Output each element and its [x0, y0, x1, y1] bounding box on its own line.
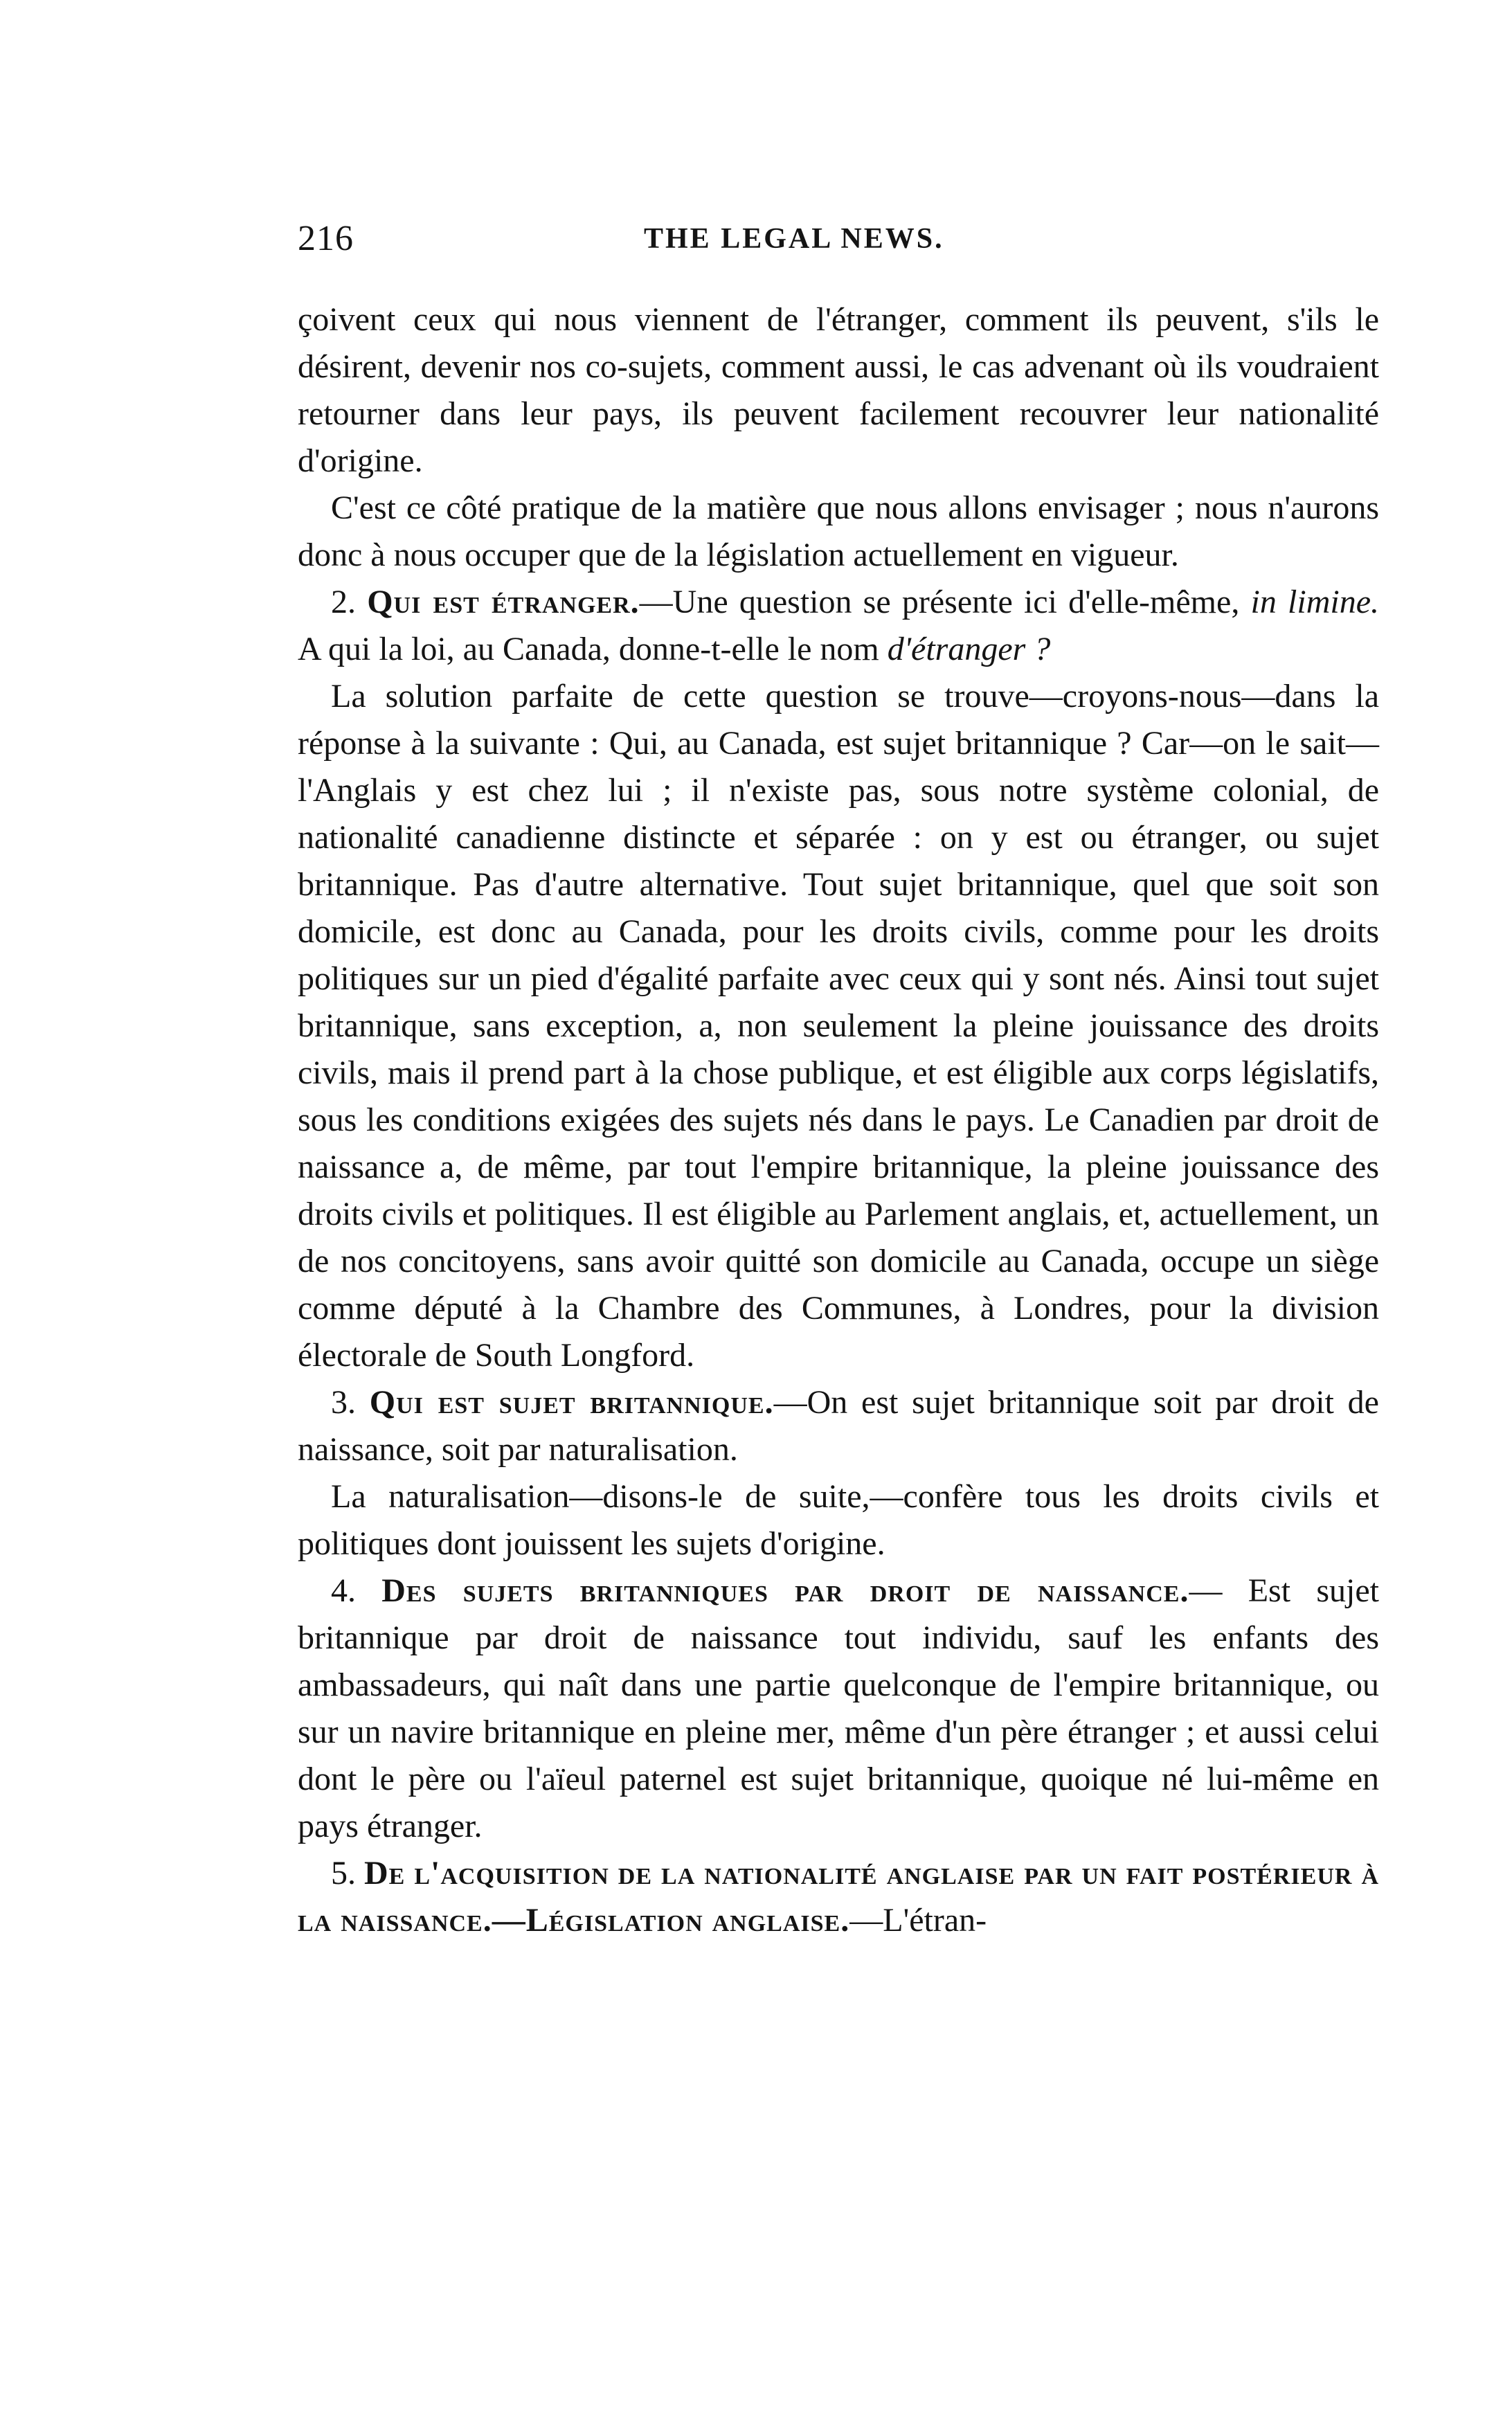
section-heading: Qui est étranger.: [367, 584, 640, 620]
section-number: 3.: [331, 1384, 356, 1421]
section-subheading: —Législation anglaise.: [492, 1902, 850, 1939]
paragraph-practical-aspect: C'est ce côté pratique de la matière que nous allons envisager ; nous n'aurons donc à nous occuper que de la législation actuellement en vigueur.: [298, 489, 1379, 573]
section-heading: De l'acquisition de la nationalité anglaise par un fait postérieur à la naissance.: [298, 1855, 1379, 1939]
italic-term: d'étranger ?: [887, 631, 1051, 667]
paragraph-solution: La solution parfaite de cette question se trouve—croyons-nous—dans la réponse à la suivante : Qui, au Canada, est sujet britannique ? Car—on le sait—l'Anglais y est chez lui ; il n'existe pas, sous notre système colonial, de nationalité canadienne distincte et séparée : on y est ou étranger, ou sujet britannique. Pas d'autre alternative. Tout sujet britannique, quel que soit son domicile, est donc au Canada, pour les droits civils, comme pour les droits politiques sur un pied d'égalité parfaite avec ceux qui y sont nés. Ainsi tout sujet britannique, sans exception, a, non seulement la pleine jouissance des droits civils, mais il prend part à la chose publique, et est éligible aux corps législatifs, sous les conditions exigées des sujets nés dans le pays. Le Canadien par droit de naissance a, de même, par tout l'empire britannique, la pleine jouissance des droits civils et politiques. Il est éligible au Parlement anglais, et, actuellement, un de nos concitoyens, sans avoir quitté son domicile au Canada, occupe un siège comme député à la Chambre des Communes, à Londres, pour la division électorale de South Longford.: [298, 678, 1379, 1374]
running-head: [298, 208, 1379, 270]
article-body: [298, 296, 1379, 1944]
section-text: —On est sujet britannique soit par droit de naissance, soit par naturalisation.: [298, 1384, 1379, 1468]
journal-title: THE LEGAL NEWS.: [644, 223, 944, 255]
section-5-paragraph: [298, 1850, 1379, 1944]
page-number: 216: [298, 219, 354, 258]
section-number: 4.: [331, 1572, 356, 1609]
section-number: 2.: [331, 584, 356, 620]
section-4-paragraph: [298, 1567, 1379, 1850]
section-text: —L'étran-: [849, 1902, 987, 1939]
section-heading: Qui est sujet britannique.: [369, 1384, 774, 1421]
page: [298, 208, 1379, 1944]
paragraph-naturalisation: La naturalisation—disons-le de suite,—confère tous les droits civils et politiques dont jouissent les sujets d'origine.: [298, 1478, 1379, 1562]
paragraph-continuation: çoivent ceux qui nous viennent de l'étranger, comment ils peuvent, s'ils le désirent, devenir nos co-sujets, comment aussi, le cas advenant où ils voudraient retourner dans leur pays, ils peuvent facilement recouvrer leur nationalité d'origine.: [298, 301, 1379, 479]
section-text: A qui la loi, au Canada, donne-t-elle le nom: [298, 631, 888, 667]
section-number: 5.: [331, 1855, 356, 1892]
section-heading: Des sujets britanniques par droit de naissance.: [381, 1572, 1189, 1609]
section-text: —Une question se présente ici d'elle-même,: [639, 584, 1251, 620]
latin-phrase: in limine.: [1250, 584, 1380, 620]
section-3-paragraph: [298, 1379, 1379, 1473]
section-text: — Est sujet britannique par droit de naissance tout individu, sauf les enfants des ambassadeurs, qui naît dans une partie quelconque de l'empire britannique, ou sur un navire britannique en pleine mer, même d'un père étranger ; et aussi celui dont le père ou l'aïeul paternel est sujet britannique, quoique né lui-même en pays étranger.: [298, 1572, 1379, 1844]
section-2-paragraph: [298, 579, 1379, 673]
